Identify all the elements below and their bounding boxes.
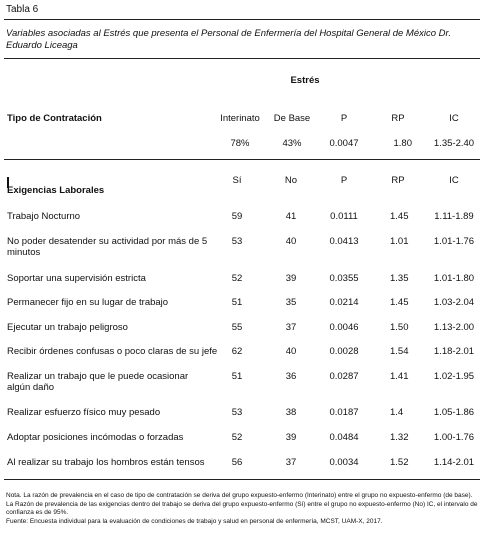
contract-val-debase: 43% <box>282 138 302 149</box>
row-ic: 1.01-1.76 <box>433 236 475 247</box>
row-label: Realizar esfuerzo físico muy pesado <box>7 407 161 418</box>
demands-col-si: Sí <box>232 175 242 186</box>
row-label: Adoptar posiciones incómodas o forzadas <box>7 432 184 443</box>
row-ic: 1.01-1.80 <box>433 273 475 284</box>
row-no: 36 <box>285 371 297 382</box>
demands-col-p: P <box>340 175 348 186</box>
row-label: Soportar una supervisión estricta <box>7 273 146 284</box>
row-label: No poder desatender su actividad por más de 5 minutos <box>7 236 208 258</box>
demands-title: Exigencias Laborales <box>7 185 105 196</box>
row-si: 59 <box>231 211 243 222</box>
row-p: 0.0046 <box>329 322 359 333</box>
row-ic: 1.03-2.04 <box>433 297 475 308</box>
top-rule <box>4 19 480 20</box>
row-label: Recibir órdenes confusas o poco claras de su jefe <box>7 346 218 357</box>
row-rp: 1.50 <box>390 322 409 333</box>
contract-col-interinato: Interinato <box>220 113 260 124</box>
row-label: Trabajo Nocturno <box>7 211 81 222</box>
row-no: 35 <box>285 297 297 308</box>
row-no: 39 <box>285 273 297 284</box>
row-ic: 1.11-1.89 <box>434 211 474 222</box>
row-rp: 1.4 <box>390 407 404 418</box>
row-rp: 1.52 <box>390 457 409 468</box>
row-no: 38 <box>285 407 297 418</box>
contract-val-rp: 1.80 <box>393 138 412 149</box>
contract-col-rp: RP <box>391 113 405 124</box>
row-p: 0.0034 <box>329 457 359 468</box>
row-p: 0.0413 <box>329 236 359 247</box>
row-rp: 1.45 <box>390 297 409 308</box>
row-label: Permanecer fijo en su lugar de trabajo <box>7 297 169 308</box>
table-caption: Variables asociadas al Estrés que presenta el Personal de Enfermería del Hospital General de México Dr. Eduardo Liceaga <box>6 28 451 51</box>
row-rp: 1.54 <box>390 346 409 357</box>
contract-col-p: P <box>340 113 348 124</box>
row-si: 52 <box>231 273 243 284</box>
row-si: 51 <box>231 371 243 382</box>
row-p: 0.0214 <box>329 297 359 308</box>
row-si: 53 <box>231 236 243 247</box>
row-label: Realizar un trabajo que le puede ocasionar algún daño <box>7 371 189 393</box>
row-rp: 1.01 <box>390 236 409 247</box>
contract-col-ic: IC <box>449 113 459 124</box>
row-ic: 1.02-1.95 <box>433 371 475 382</box>
row-label: Ejecutar un trabajo peligroso <box>7 322 128 333</box>
row-rp: 1.45 <box>390 211 409 222</box>
row-si: 53 <box>231 407 243 418</box>
row-rp: 1.35 <box>390 273 409 284</box>
demands-col-no: No <box>284 175 298 186</box>
contract-val-ic: 1.35-2.40 <box>433 138 475 149</box>
note-line: Nota. La razón de prevalencia en el caso de tipo de contratación se deriva del grupo expuesto-enfermo (Interinato) entre el grupo no expuesto-enfermo (de base). <box>6 492 473 499</box>
contract-val-interinato: 78% <box>230 138 250 149</box>
demands-col-ic: IC <box>449 175 459 186</box>
row-si: 62 <box>231 346 243 357</box>
row-ic: 1.13-2.00 <box>433 322 475 333</box>
contract-col-debase: De Base <box>273 113 311 124</box>
row-no: 37 <box>285 457 297 468</box>
row-no: 40 <box>285 236 297 247</box>
row-p: 0.0287 <box>329 371 359 382</box>
section-rule <box>4 159 480 160</box>
row-si: 56 <box>231 457 243 468</box>
row-p: 0.0484 <box>329 432 359 443</box>
row-si: 51 <box>231 297 243 308</box>
row-no: 39 <box>285 432 297 443</box>
table-label: Tabla 6 <box>6 4 39 15</box>
row-rp: 1.32 <box>390 432 409 443</box>
note-line: Fuente: Encuesta individual para la evaluación de condiciones de trabajo y salud en personal de enfermería, MCST, UAM-X, 2017. <box>6 517 383 525</box>
row-ic: 1.14-2.01 <box>433 457 475 468</box>
contract-title: Tipo de Contratación <box>7 113 102 124</box>
row-no: 40 <box>285 346 297 357</box>
table-notes <box>6 492 480 526</box>
row-si: 55 <box>231 322 243 333</box>
row-p: 0.0355 <box>329 273 359 284</box>
demands-col-rp: RP <box>391 175 405 186</box>
row-no: 37 <box>285 322 297 333</box>
row-ic: 1.00-1.76 <box>433 432 475 443</box>
row-ic: 1.05-1.86 <box>433 407 475 418</box>
caption-rule <box>4 58 480 59</box>
contract-val-p: 0.0047 <box>329 138 359 149</box>
row-rp: 1.41 <box>390 371 409 382</box>
row-no: 41 <box>285 211 297 222</box>
row-label: Al realizar su trabajo los hombros están tensos <box>7 457 205 468</box>
row-ic: 1.18-2.01 <box>433 346 475 357</box>
group-header: Estrés <box>290 75 320 86</box>
bottom-rule <box>4 479 480 480</box>
row-si: 52 <box>231 432 243 443</box>
row-p: 0.0028 <box>329 346 359 357</box>
row-p: 0.0187 <box>329 407 359 418</box>
note-line: La Razón de prevalencia de las exigencias dentro del trabajo se deriva del grupo expuesto-enfermo (Sí) entre el grupo no expuesto-enfermo (No) IC, el intervalo de confianza es de 95%. <box>6 500 478 516</box>
row-p: 0.0111 <box>330 211 358 222</box>
